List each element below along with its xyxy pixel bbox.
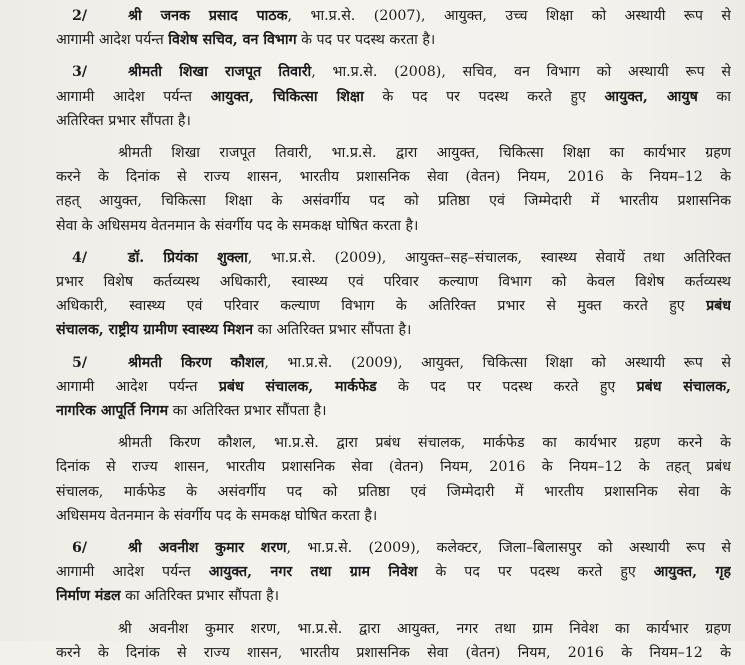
text-line: तहत् आयुक्त, चिकित्सा शिक्षा के असंवर्गीय पद को प्रतिष्ठा एवं जिम्मेदारी में भारतीय प्रशासनिक [56,193,731,210]
text-line: आगामी आदेश पर्यन्त आयुक्त, चिकित्सा शिक्षा के पद पर पदस्थ करते हुए आयुक्त, आयुष का [56,88,731,105]
text-line: आगामी आदेश पर्यन्त प्रबंध संचालक, मार्कफेड के पद पर पदस्थ करते हुए प्रबंध संचालक, [56,378,731,395]
officer-name: श्रीमती किरण कौशल [128,354,265,371]
text-line: आगामी आदेश पर्यन्त आयुक्त, नगर तथा ग्राम निवेश के पद पर पदस्थ करते हुए आयुक्त, गृह [56,564,731,581]
posting-title: आयुक्त, नगर तथा ग्राम निवेश [208,564,418,581]
text-line: श्री अवनीश कुमार शरण, भा.प्र.से. द्वारा आयुक्त, नगर तथा ग्राम निवेश का कार्यभार ग्रहण [118,620,731,637]
item-number: 4/ [72,249,88,266]
additional-charge-title: निर्माण मंडल [56,588,121,605]
order-item-4 [56,246,731,343]
additional-charge-title: आयुक्त, आयुष [604,88,698,105]
posting-title: संचालक, राष्ट्रीय ग्रामीण स्वास्थ्य मिशन [56,322,253,339]
order-item-2 [56,4,731,52]
text-line: संचालक, राष्ट्रीय ग्रामीण स्वास्थ्य मिशन का अतिरिक्त प्रभार सौंपता है। [56,322,412,339]
order-item-6 [56,536,731,609]
text-line: करने के दिनांक से राज्य शासन, भारतीय प्रशासनिक सेवा (वेतन) नियम, 2016 के नियम–12 के [56,169,731,186]
text-line: नागरिक आपूर्ति निगम का अतिरिक्त प्रभार सौंपता है। [56,403,327,420]
text-line: सेवा के अधिसमय वेतनमान के संवर्गीय पद के समकक्ष घोषित करता है। [56,217,419,234]
item-number: 3/ [72,64,88,81]
posting-title: प्रबंध [706,298,731,315]
text-line: अधिसमय वेतनमान के संवर्गीय पद के समकक्ष घोषित करता है। [56,507,378,524]
officer-name: डॉ. प्रियंका शुक्ला [128,249,248,266]
text-line: 3/ श्रीमती शिखा राजपूत तिवारी, भा.प्र.से. (2008), सचिव, वन विभाग को अस्थायी रूप से [56,60,731,84]
text-line: 5/ श्रीमती किरण कौशल, भा.प्र.से. (2009), आयुक्त, चिकित्सा शिक्षा को अस्थायी रूप से [56,351,731,375]
text-line: दिनांक से राज्य शासन, भारतीय प्रशासनिक सेवा (वेतन) नियम, 2016 के नियम–12 के तहत् प्रबंध [56,459,731,476]
text-line: निर्माण मंडल का अतिरिक्त प्रभार सौंपता है। [56,588,280,605]
text-line: करने के दिनांक से राज्य शासन, भारतीय प्रशासनिक सेवा (वेतन) नियम, 2016 के नियम–12 के [56,644,731,661]
item-number: 2/ [72,8,88,24]
officer-name: श्री अवनीश कुमार शरण [128,540,287,557]
text-line: प्रभार विशेष कर्तव्यस्थ अधिकारी, स्वास्थ्य एवं परिवार कल्याण विभाग को केवल विशेष कर्तव्यस्थ [56,274,731,291]
text-line: श्रीमती शिखा राजपूत तिवारी, भा.प्र.से. द्वारा आयुक्त, चिकित्सा शिक्षा का कार्यभार ग्रहण [118,145,731,162]
order-item-3-equivalence [56,141,731,238]
text-line: 2/ श्री जनक प्रसाद पाठक, भा.प्र.से. (2007), आयुक्त, उच्च शिक्षा को अस्थायी रूप से [56,4,731,28]
item-number: 5/ [72,354,88,371]
additional-charge-title: नागरिक आपूर्ति निगम [56,403,169,420]
order-item-5-equivalence [56,431,731,528]
order-item-3 [56,60,731,133]
item-number: 6/ [72,540,88,557]
text-line: 6/ श्री अवनीश कुमार शरण, भा.प्र.से. (2009), कलेक्टर, जिला–बिलासपुर को अस्थायी रूप से [56,536,731,560]
order-item-5 [56,351,731,424]
text-line: अतिरिक्त प्रभार सौंपता है। [56,112,191,129]
additional-charge-title: प्रबंध संचालक, [636,378,731,395]
officer-name: श्री जनक प्रसाद पाठक [128,8,288,24]
text-line: अधिकारी, स्वास्थ्य एवं परिवार कल्याण विभाग के अतिरिक्त प्रभार से मुक्त करते हुए प्रबंध [56,298,731,315]
text-line: संचालक, मार्कफेड के असंवर्गीय पद को प्रतिष्ठा एवं जिम्मेदारी में भारतीय प्रशासनिक सेवा के [56,483,731,500]
additional-charge-title: आयुक्त, गृह [653,564,731,581]
officer-name: श्रीमती शिखा राजपूत तिवारी [128,64,312,81]
posting-title: विशेष सचिव, वन विभाग [168,32,297,49]
posting-title: प्रबंध संचालक, मार्कफेड [218,378,377,395]
text-line: श्रीमती किरण कौशल, भा.प्र.से. द्वारा प्रबंध संचालक, मार्कफेड का कार्यभार ग्रहण करने के [118,435,731,452]
text-line: आगामी आदेश पर्यन्त विशेष सचिव, वन विभाग के पद पर पदस्थ करता है। [56,32,436,49]
text-line: 4/ डॉ. प्रियंका शुक्ला, भा.प्र.से. (2009), आयुक्त–सह–संचालक, स्वास्थ्य सेवायें तथा अतिरिक्त [56,246,731,270]
posting-title: आयुक्त, चिकित्सा शिक्षा [210,88,364,105]
